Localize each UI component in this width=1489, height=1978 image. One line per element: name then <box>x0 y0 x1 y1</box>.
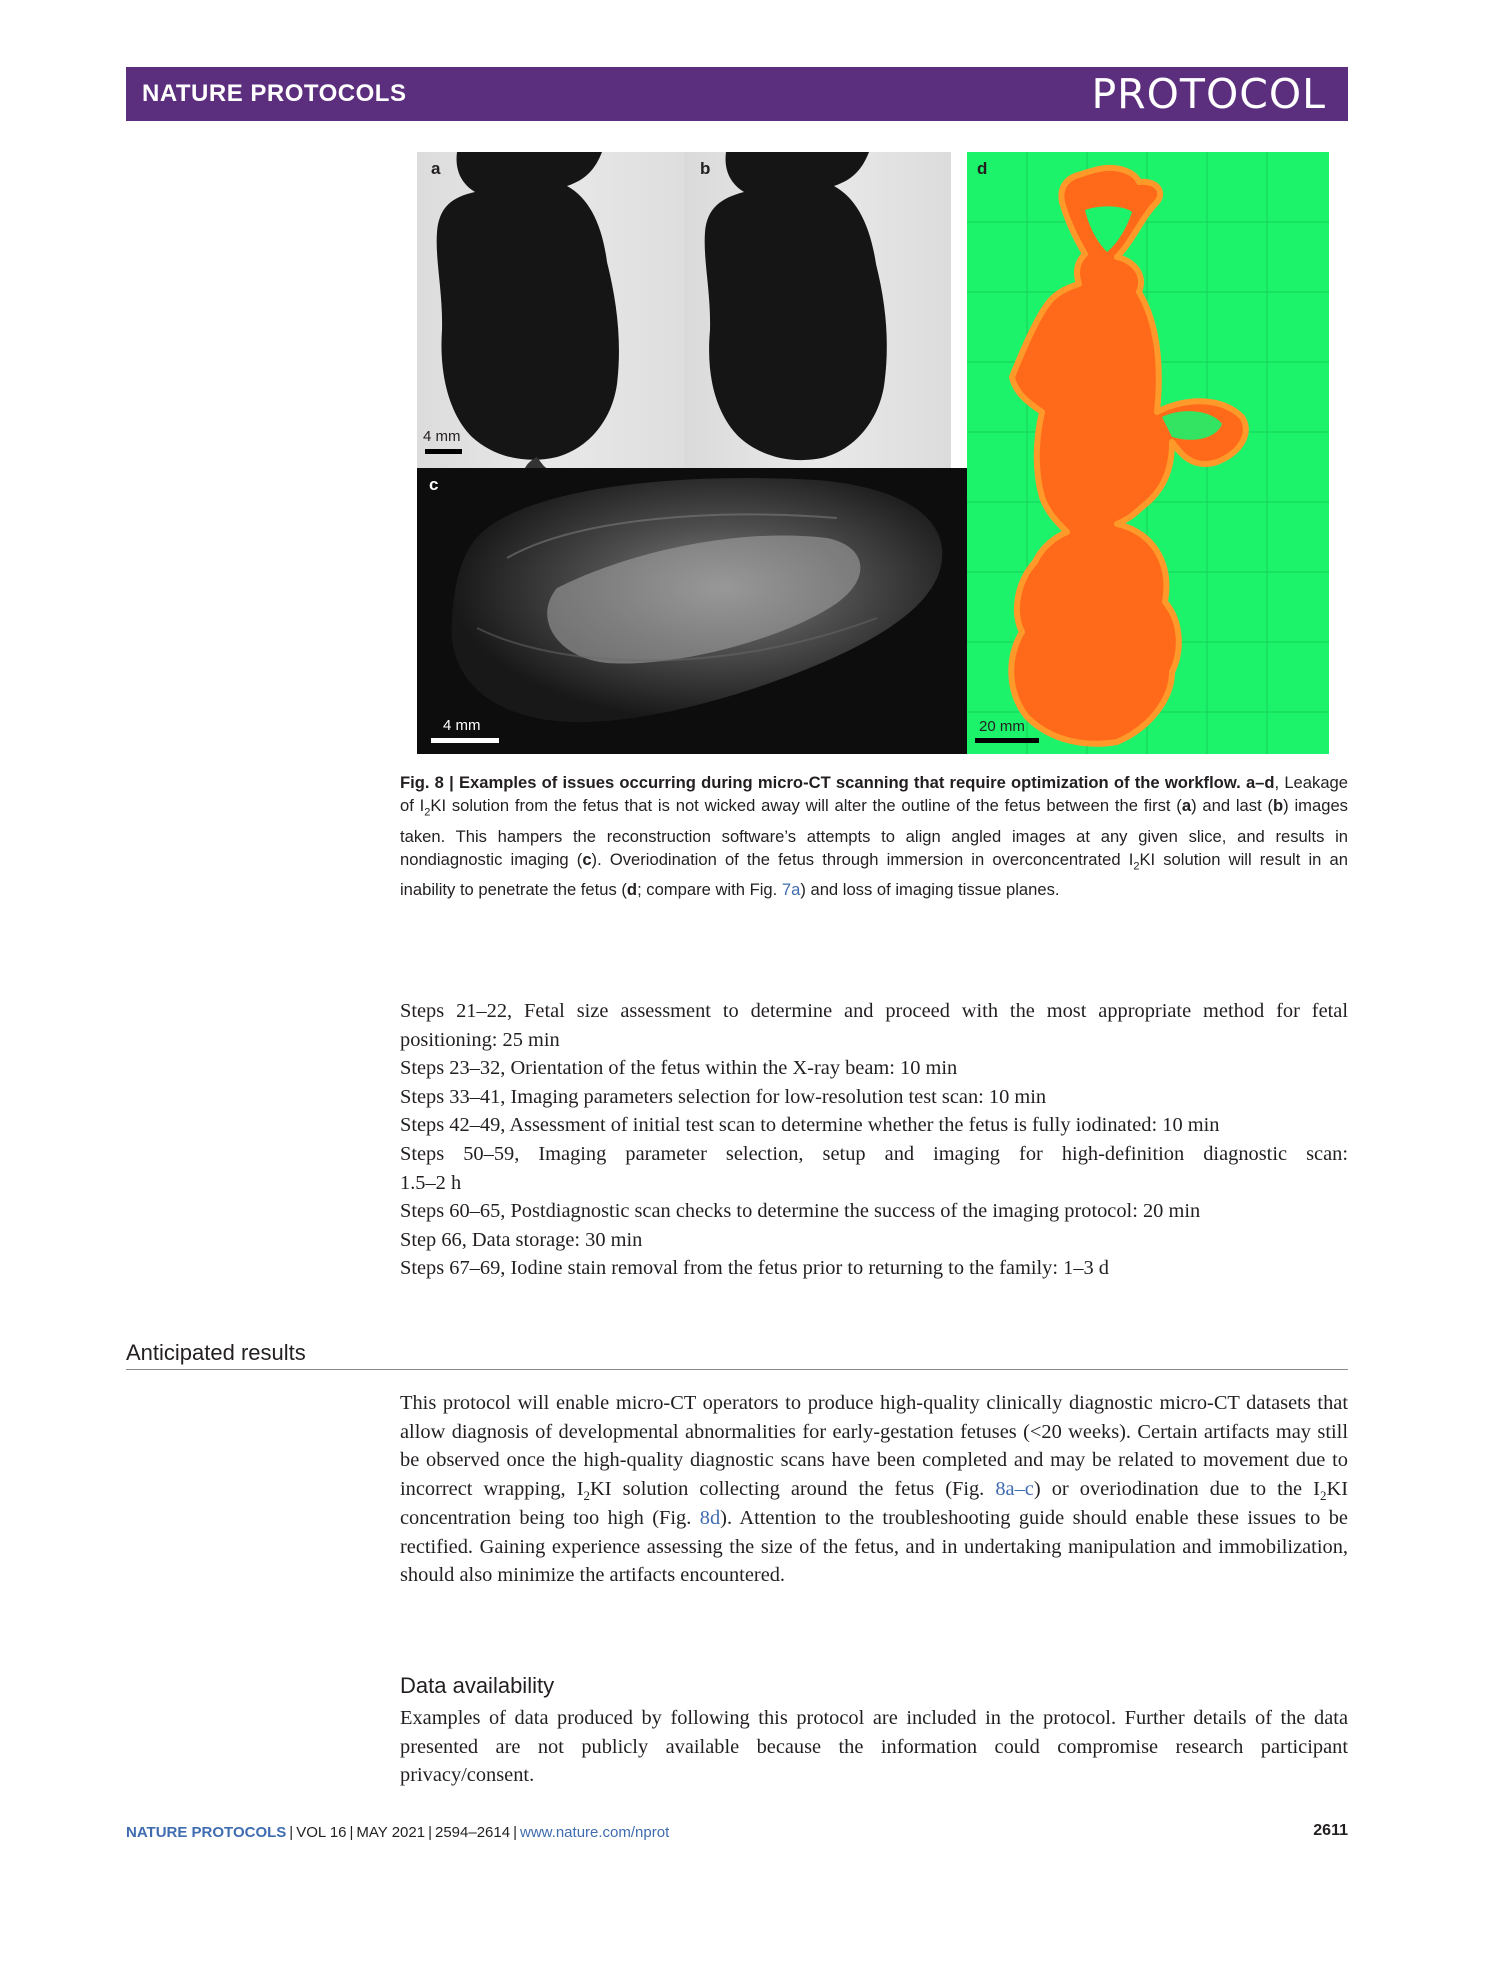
panel-b-fetus-shape <box>684 152 951 468</box>
caption-text-6: KI solution will result in an inability to penetrate the fetus ( <box>400 849 1348 900</box>
timing-step-line: Steps 67–69, Iodine stain removal from the fetus prior to returning to the family: 1–3 d <box>400 1257 1110 1280</box>
timing-step-line: positioning: 25 min <box>400 1028 560 1051</box>
figure-8 <box>417 152 1329 754</box>
footer-volume: VOL 16 <box>296 1824 347 1841</box>
caption-text-3: ) and last ( <box>1191 796 1274 816</box>
timing-step-line: Steps 23–32, Orientation of the fetus within the X-ray beam: 10 min <box>400 1057 958 1080</box>
panel-d-label: d <box>977 159 988 178</box>
footer-pages: 2594–2614 <box>435 1824 511 1841</box>
anticipated-results-paragraph <box>400 1389 1348 1590</box>
panel-b-label: b <box>700 159 711 178</box>
footer-url-link[interactable]: www.nature.com/nprot <box>520 1824 670 1841</box>
page-number: 2611 <box>1313 1822 1348 1839</box>
anticipated-results-heading: Anticipated results <box>126 1340 306 1365</box>
journal-name: NATURE PROTOCOLS <box>142 80 407 107</box>
footer-date: MAY 2021 <box>356 1824 426 1841</box>
anticipated-text-3: ) or overiodination due to the I <box>1033 1478 1320 1501</box>
panel-d-heatmap <box>967 152 1329 754</box>
panel-d-image <box>967 152 1329 754</box>
panel-a-scale-bar <box>425 449 462 454</box>
anticipated-subscript-1: 2 <box>583 1488 590 1504</box>
article-type: PROTOCOL <box>1091 70 1326 118</box>
anticipated-text-5: ). Attention to the troubleshooting guide should enable these issues to be rectified. Gaining experience assessing the size of the fetus, and in undertaking manipulation and immobilization, should also minimize the artifacts encountered. <box>400 1506 1348 1587</box>
caption-text-2: KI solution from the fetus that is not wicked away will alter the outline of the fetus between the first ( <box>430 796 1182 816</box>
footer-separator: | <box>513 1824 517 1841</box>
panel-c-label: c <box>429 475 439 494</box>
caption-title: Examples of issues occurring during micro-CT scanning that require optimization of the workflow. <box>458 773 1241 792</box>
caption-text-7: ; compare with Fig. <box>637 880 782 900</box>
link-fig8d[interactable]: 8d <box>699 1506 721 1529</box>
timing-step-line: Step 66, Data storage: 30 min <box>400 1228 643 1251</box>
figure-8-caption <box>400 771 1348 902</box>
caption-ref-c: c <box>582 849 592 869</box>
timing-step-line: Steps 21–22, Fetal size assessment to determine and proceed with the most appropriate method for fetal <box>400 1000 1348 1022</box>
timing-step-line: 1.5–2 h <box>400 1171 462 1194</box>
caption-text-5: ). Overiodination of the fetus through immersion in overconcentrated I <box>591 849 1134 869</box>
caption-ref-b: b <box>1273 796 1284 816</box>
caption-fig-number: Fig. 8 <box>400 773 444 792</box>
caption-ref-d: d <box>626 880 638 900</box>
caption-text-4: ) images taken. This hampers the reconstruction software’s attempts to align angled images at any given slice, and results in nondiagnostic imaging ( <box>400 796 1348 869</box>
anticipated-text-1: This protocol will enable micro-CT operators to produce high-quality clinically diagnostic micro-CT datasets that allow diagnosis of developmental abnormalities for early-gestation fetuses (<20 weeks). Certain artifacts may still be observed once the high-quality diagnostic scans have been completed and may be related to movement due to incorrect wrapping, I <box>400 1392 1348 1501</box>
data-availability-paragraph: Examples of data produced by following this protocol are included in the protocol. Further details of the data presented are not publicly available because the information could compromise research participant privacy/consent. <box>400 1707 1348 1787</box>
panel-c-scale-bar <box>431 738 499 743</box>
caption-text-1: , Leakage of I <box>400 773 1349 816</box>
caption-subscript-1: 2 <box>424 806 431 819</box>
footer-separator: | <box>349 1824 354 1841</box>
panel-d-scale-bar <box>975 738 1039 743</box>
timing-step-line: Steps 42–49, Assessment of initial test scan to determine whether the fetus is fully iodinated: 10 min <box>400 1114 1220 1137</box>
caption-range: a–d <box>1245 773 1275 792</box>
journal-header-bar <box>126 67 1348 121</box>
caption-separator: | <box>449 773 454 792</box>
anticipated-subscript-2: 2 <box>1319 1488 1327 1504</box>
panel-a-image <box>417 152 684 468</box>
panel-c-ct-slice <box>417 468 967 754</box>
timing-steps <box>400 997 1348 1283</box>
section-divider <box>126 1369 1348 1370</box>
footer-journal-name: NATURE PROTOCOLS <box>126 1824 287 1841</box>
page-footer <box>126 1824 669 1841</box>
data-availability-heading: Data availability <box>400 1673 555 1698</box>
anticipated-text-2: KI solution collecting around the fetus (Fig. <box>590 1478 996 1501</box>
timing-step-line: Steps 33–41, Imaging parameters selection for low-resolution test scan: 10 min <box>400 1085 1047 1108</box>
caption-link-fig7a[interactable]: 7a <box>781 880 801 900</box>
panel-b-image <box>684 152 951 468</box>
panel-c-image <box>417 468 967 754</box>
timing-step-line: Steps 50–59, Imaging parameter selection, setup and imaging for high-definition diagnostic scan: <box>400 1142 1348 1165</box>
footer-separator: | <box>289 1824 294 1841</box>
panel-a-label: a <box>431 159 441 178</box>
footer-separator: | <box>428 1824 432 1841</box>
caption-ref-a: a <box>1181 796 1192 816</box>
caption-text-8: ) and loss of imaging tissue planes. <box>800 880 1060 900</box>
link-fig8a-c[interactable]: 8a–c <box>995 1478 1034 1501</box>
anticipated-text-4: KI concentration being too high (Fig. <box>400 1478 1348 1529</box>
timing-step-line: Steps 60–65, Postdiagnostic scan checks to determine the success of the imaging protocol: 20 min <box>400 1200 1201 1223</box>
panel-d-scale-text: 20 mm <box>979 718 1025 735</box>
panel-c-scale-text: 4 mm <box>443 717 481 734</box>
panel-a-scale-text: 4 mm <box>423 428 461 445</box>
caption-subscript-2: 2 <box>1133 860 1140 873</box>
panel-a-fetus-shape <box>417 152 684 468</box>
